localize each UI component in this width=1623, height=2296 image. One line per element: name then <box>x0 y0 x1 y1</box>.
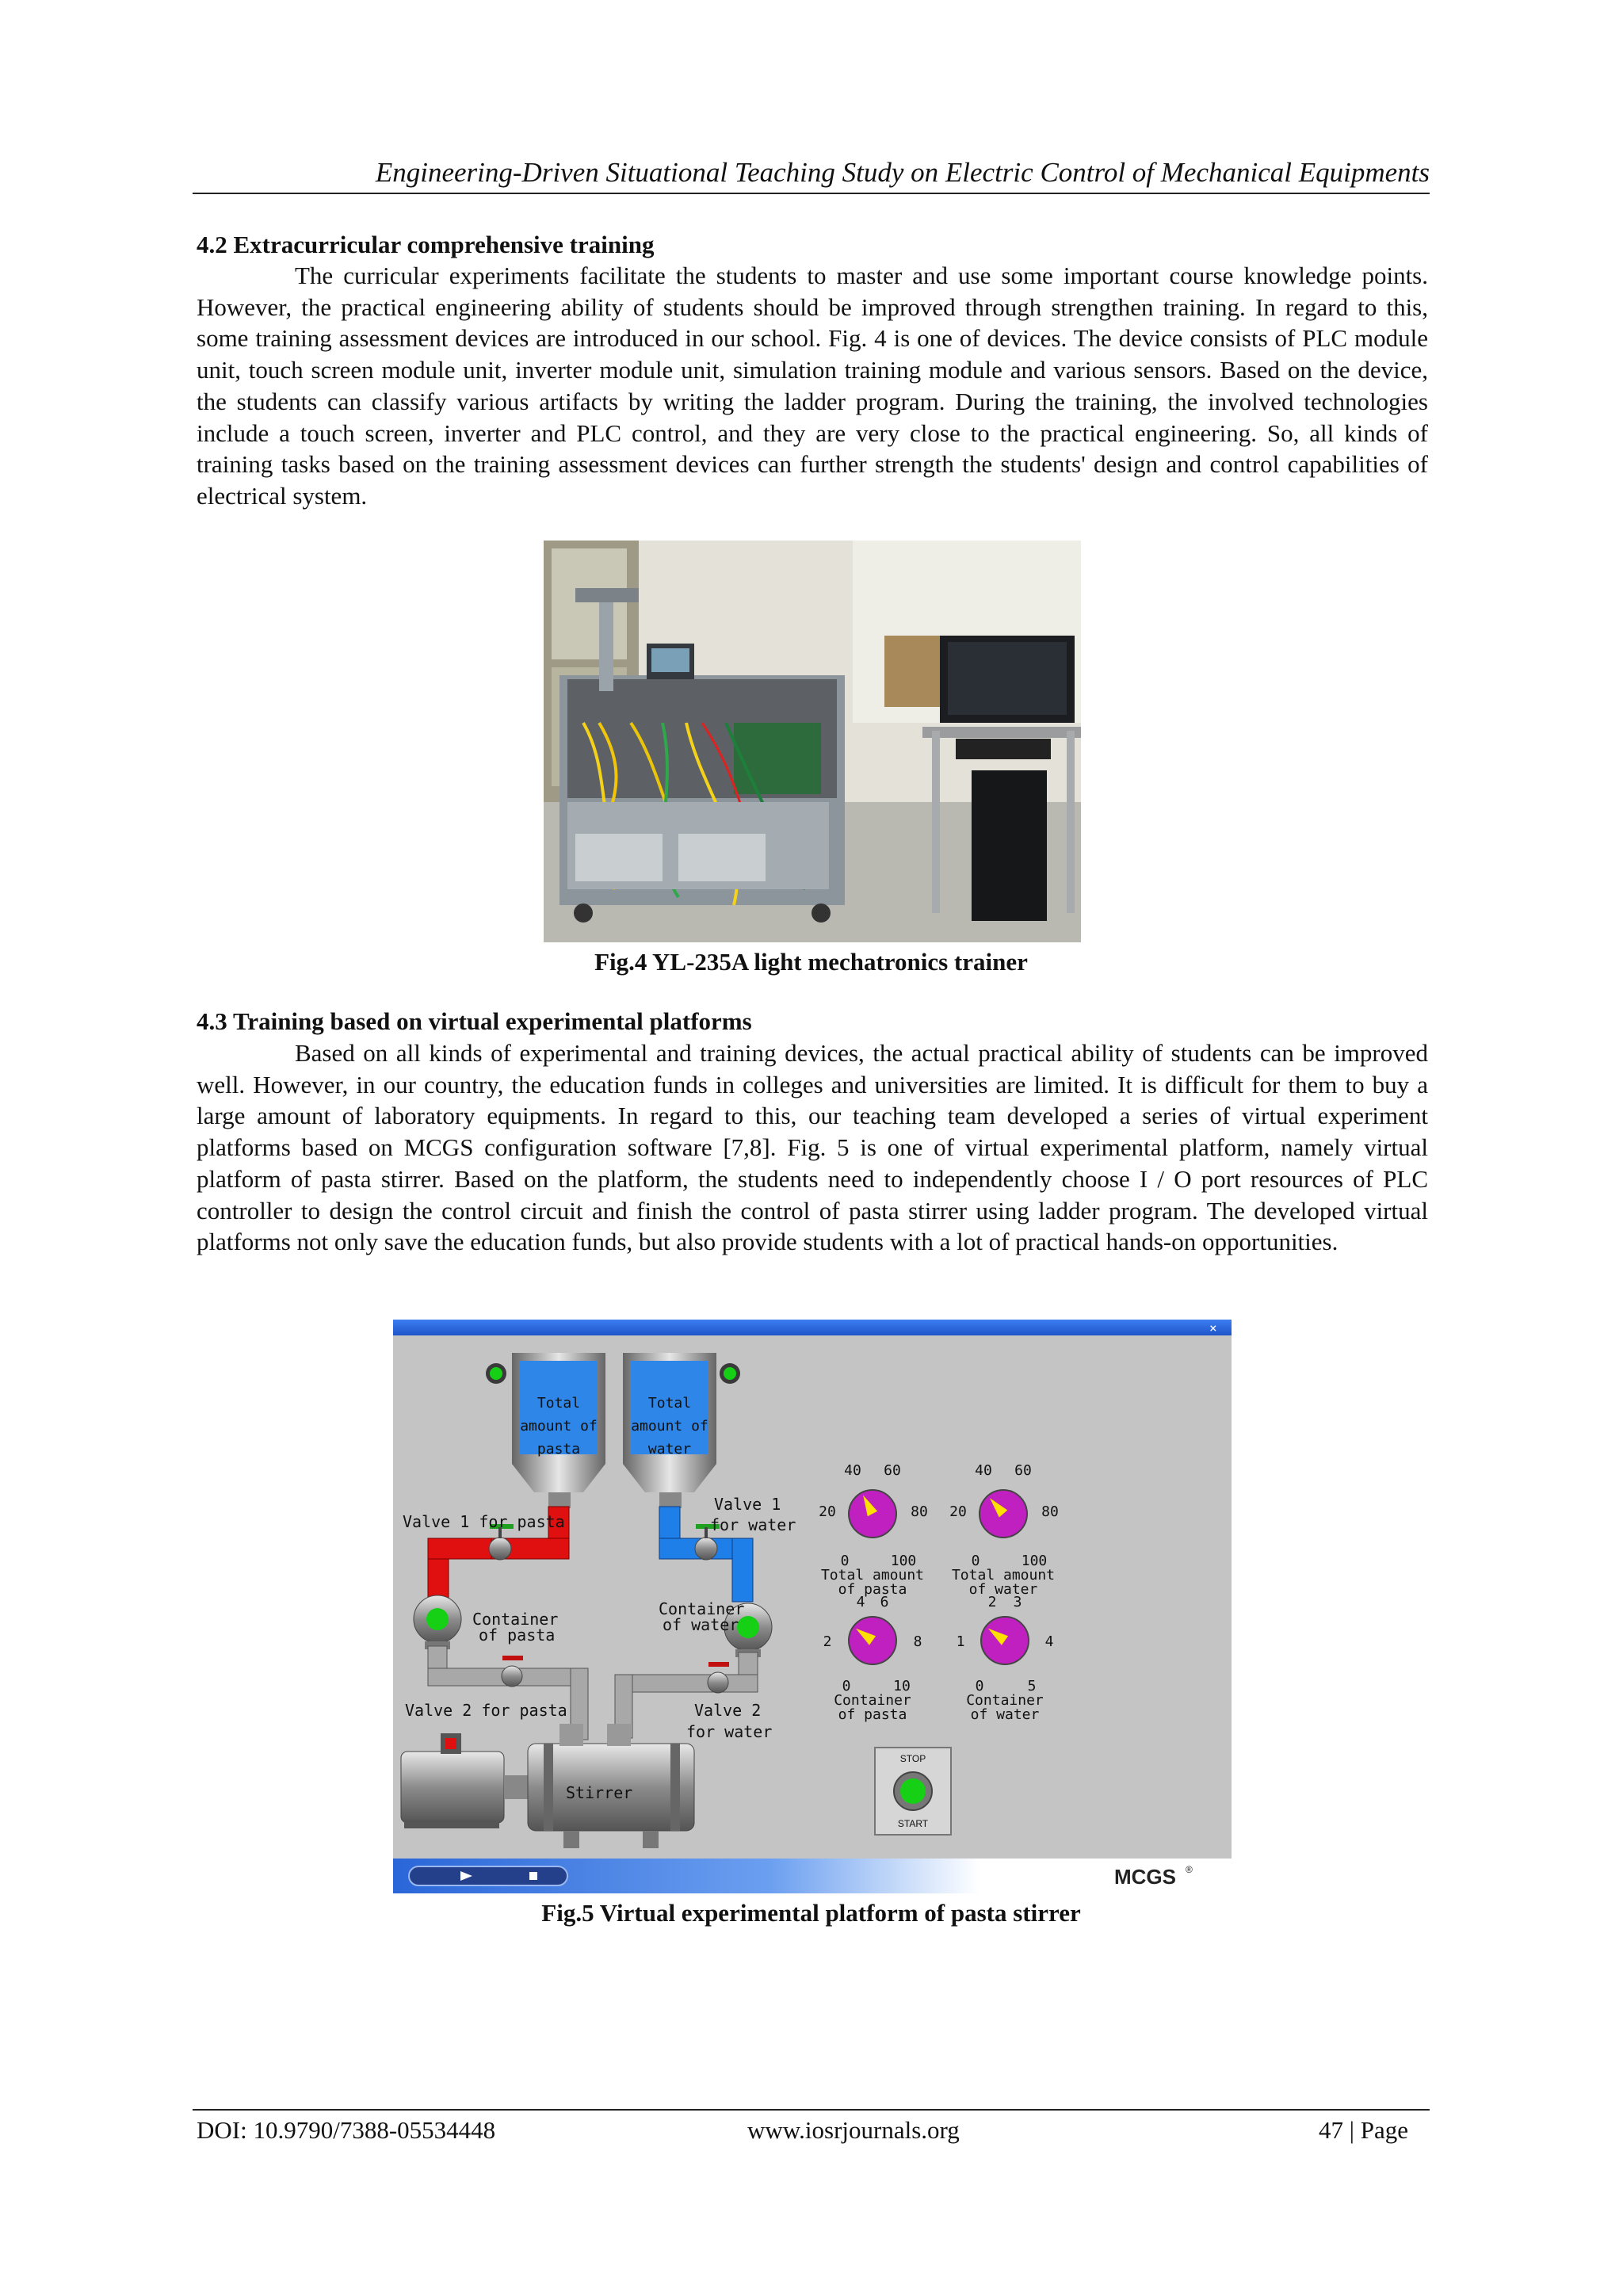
gauge-total-pasta-label-1: Total amount <box>820 1567 925 1584</box>
gauge-tick: 8 <box>913 1633 922 1650</box>
registered-mark: ® <box>1186 1864 1193 1875</box>
pasta-tank-lamp <box>490 1367 502 1380</box>
gauge-tick: 2 <box>987 1594 997 1610</box>
figure-4-photo <box>544 541 1081 942</box>
gauge-tick: 60 <box>1014 1462 1032 1479</box>
gauge-tick: 0 <box>840 1553 850 1569</box>
tank-pasta-label-3: pasta <box>537 1441 581 1457</box>
gauge-tick: 40 <box>975 1462 992 1479</box>
gauge-container-pasta-label-1: Container <box>834 1692 911 1709</box>
valve-2-water[interactable] <box>708 1662 729 1693</box>
stop-label: STOP <box>899 1753 926 1764</box>
figure-5-mcgs-screen <box>393 1320 1232 1893</box>
gauge-tick: 10 <box>893 1678 911 1694</box>
stop-start-switch[interactable] <box>875 1748 951 1835</box>
footer-page-number: 47 | Page <box>1319 2116 1408 2144</box>
container-water-label-2: of water <box>663 1615 739 1634</box>
water-tank-lamp <box>724 1367 736 1380</box>
tank-pasta-label-1: Total <box>537 1395 581 1412</box>
gauge-container-water-label-1: Container <box>966 1692 1044 1709</box>
tank-water-label-2: amount of <box>631 1418 708 1435</box>
start-label: START <box>897 1818 929 1829</box>
stop-icon[interactable] <box>529 1872 537 1880</box>
section-4-3-paragraph: Based on all kinds of experimental and training devices, the actual practical ability of students can be improved well. However, in our country, the education funds in colleges and universities are limited. It is difficult for them to buy a large amount of laboratory equipments. In regard to this, our teaching team developed a series of virtual experiment platforms based on MCGS configuration software [7,8]. Fig. 5 is one of virtual experimental platform, namely virtual platform of pasta stirrer. Based on the platform, the students need to independently choose I / O port resources of PLC controller to design the control circuit and finish the control of pasta stirrer using ladder program. The developed virtual platforms not only save the education funds, but also provide students with a lot of practical hands-on opportunities. <box>197 1039 1428 1256</box>
section-4-3-title: 4.3 Training based on virtual experimental platforms <box>197 1007 752 1035</box>
gauge-tick: 80 <box>911 1503 928 1520</box>
gauge-tick: 3 <box>1013 1594 1022 1610</box>
mcgs-logo: MCGS <box>1114 1865 1176 1889</box>
container-pasta-label-1: Container <box>472 1610 559 1629</box>
gauge-tick: 1 <box>956 1633 965 1650</box>
gauge-container-water-label-2: of water <box>970 1706 1040 1723</box>
valve-1-water-label-1: Valve 1 <box>714 1495 781 1514</box>
figure-5-caption: Fig.5 Virtual experimental platform of pasta stirrer <box>541 1899 1081 1927</box>
gauge-tick: 0 <box>975 1678 984 1694</box>
valve-2-water-label-2: for water <box>686 1722 773 1741</box>
gauge-total-pasta-label-2: of pasta <box>838 1581 907 1598</box>
gauge-tick: 80 <box>1041 1503 1059 1520</box>
section-4-2-paragraph: The curricular experiments facilitate the students to master and use some important course knowledge points. However, the practical engineering ability of students should be improved through strengthen training. In regard to this, some training assessment devices are introduced in our school. Fig. 4 is one of devices. The device consists of PLC module unit, touch screen module unit, inverter module unit, simulation training module and various sensors. Based on the device, the students can classify various artifacts by writing the ladder program. During the training, the involved technologies include a touch screen, inverter and PLC control, and they are very close to the practical engineering. So, all kinds of training tasks based on the training assessment devices can further strength the students' design and control capabilities of electrical system. <box>197 262 1428 510</box>
valve-2-pasta-label: Valve 2 for pasta <box>405 1701 567 1720</box>
gauge-tick: 0 <box>842 1678 851 1694</box>
tank-water-label-1: Total <box>647 1395 692 1412</box>
title-bar <box>393 1320 1232 1335</box>
container-water-label-1: Container <box>659 1599 745 1618</box>
stirrer-label: Stirrer <box>566 1783 633 1802</box>
figure-4-caption: Fig.4 YL-235A light mechatronics trainer <box>594 948 1028 976</box>
gauge-tick: 5 <box>1027 1678 1037 1694</box>
footer-doi: DOI: 10.9790/7388-05534448 <box>197 2116 496 2144</box>
gauge-tick: 20 <box>819 1503 836 1520</box>
valve-1-water-label-2: for water <box>710 1515 796 1534</box>
footer-rule <box>193 2109 1430 2111</box>
gauge-total-water-label-2: of water <box>968 1581 1038 1598</box>
tank-water-label-3: water <box>647 1441 692 1457</box>
valve-2-water-label-1: Valve 2 <box>694 1701 762 1720</box>
gauge-tick: 0 <box>971 1553 980 1569</box>
gauge-total-water-label-1: Total amount <box>951 1567 1056 1584</box>
playback-controls <box>409 1866 567 1885</box>
gauge-container-pasta-label-2: of pasta <box>838 1706 907 1723</box>
gauge-tick: 4 <box>1044 1633 1054 1650</box>
valve-1-pasta-label: Valve 1 for pasta <box>403 1512 565 1531</box>
gauge-tick: 60 <box>884 1462 901 1479</box>
valve-2-pasta[interactable] <box>502 1656 523 1687</box>
section-4-2-title: 4.2 Extracurricular comprehensive training <box>197 231 655 258</box>
tank-pasta-label-2: amount of <box>520 1418 598 1435</box>
gauge-tick: 4 <box>856 1594 865 1610</box>
gauge-tick: 2 <box>823 1633 832 1650</box>
start-lamp <box>900 1778 926 1804</box>
gauge-tick: 40 <box>844 1462 861 1479</box>
running-header: Engineering-Driven Situational Teaching Study on Electric Control of Mechanical Equipments <box>375 157 1430 188</box>
header-rule <box>193 193 1430 194</box>
gauge-tick: 100 <box>890 1553 917 1569</box>
footer-website[interactable]: www.iosrjournals.org <box>747 2116 960 2144</box>
container-pasta-label-2: of pasta <box>479 1626 556 1645</box>
gauge-tick: 20 <box>949 1503 967 1520</box>
gauge-tick: 6 <box>880 1594 889 1610</box>
gauge-tick: 100 <box>1021 1553 1048 1569</box>
close-icon[interactable]: × <box>1209 1320 1217 1335</box>
